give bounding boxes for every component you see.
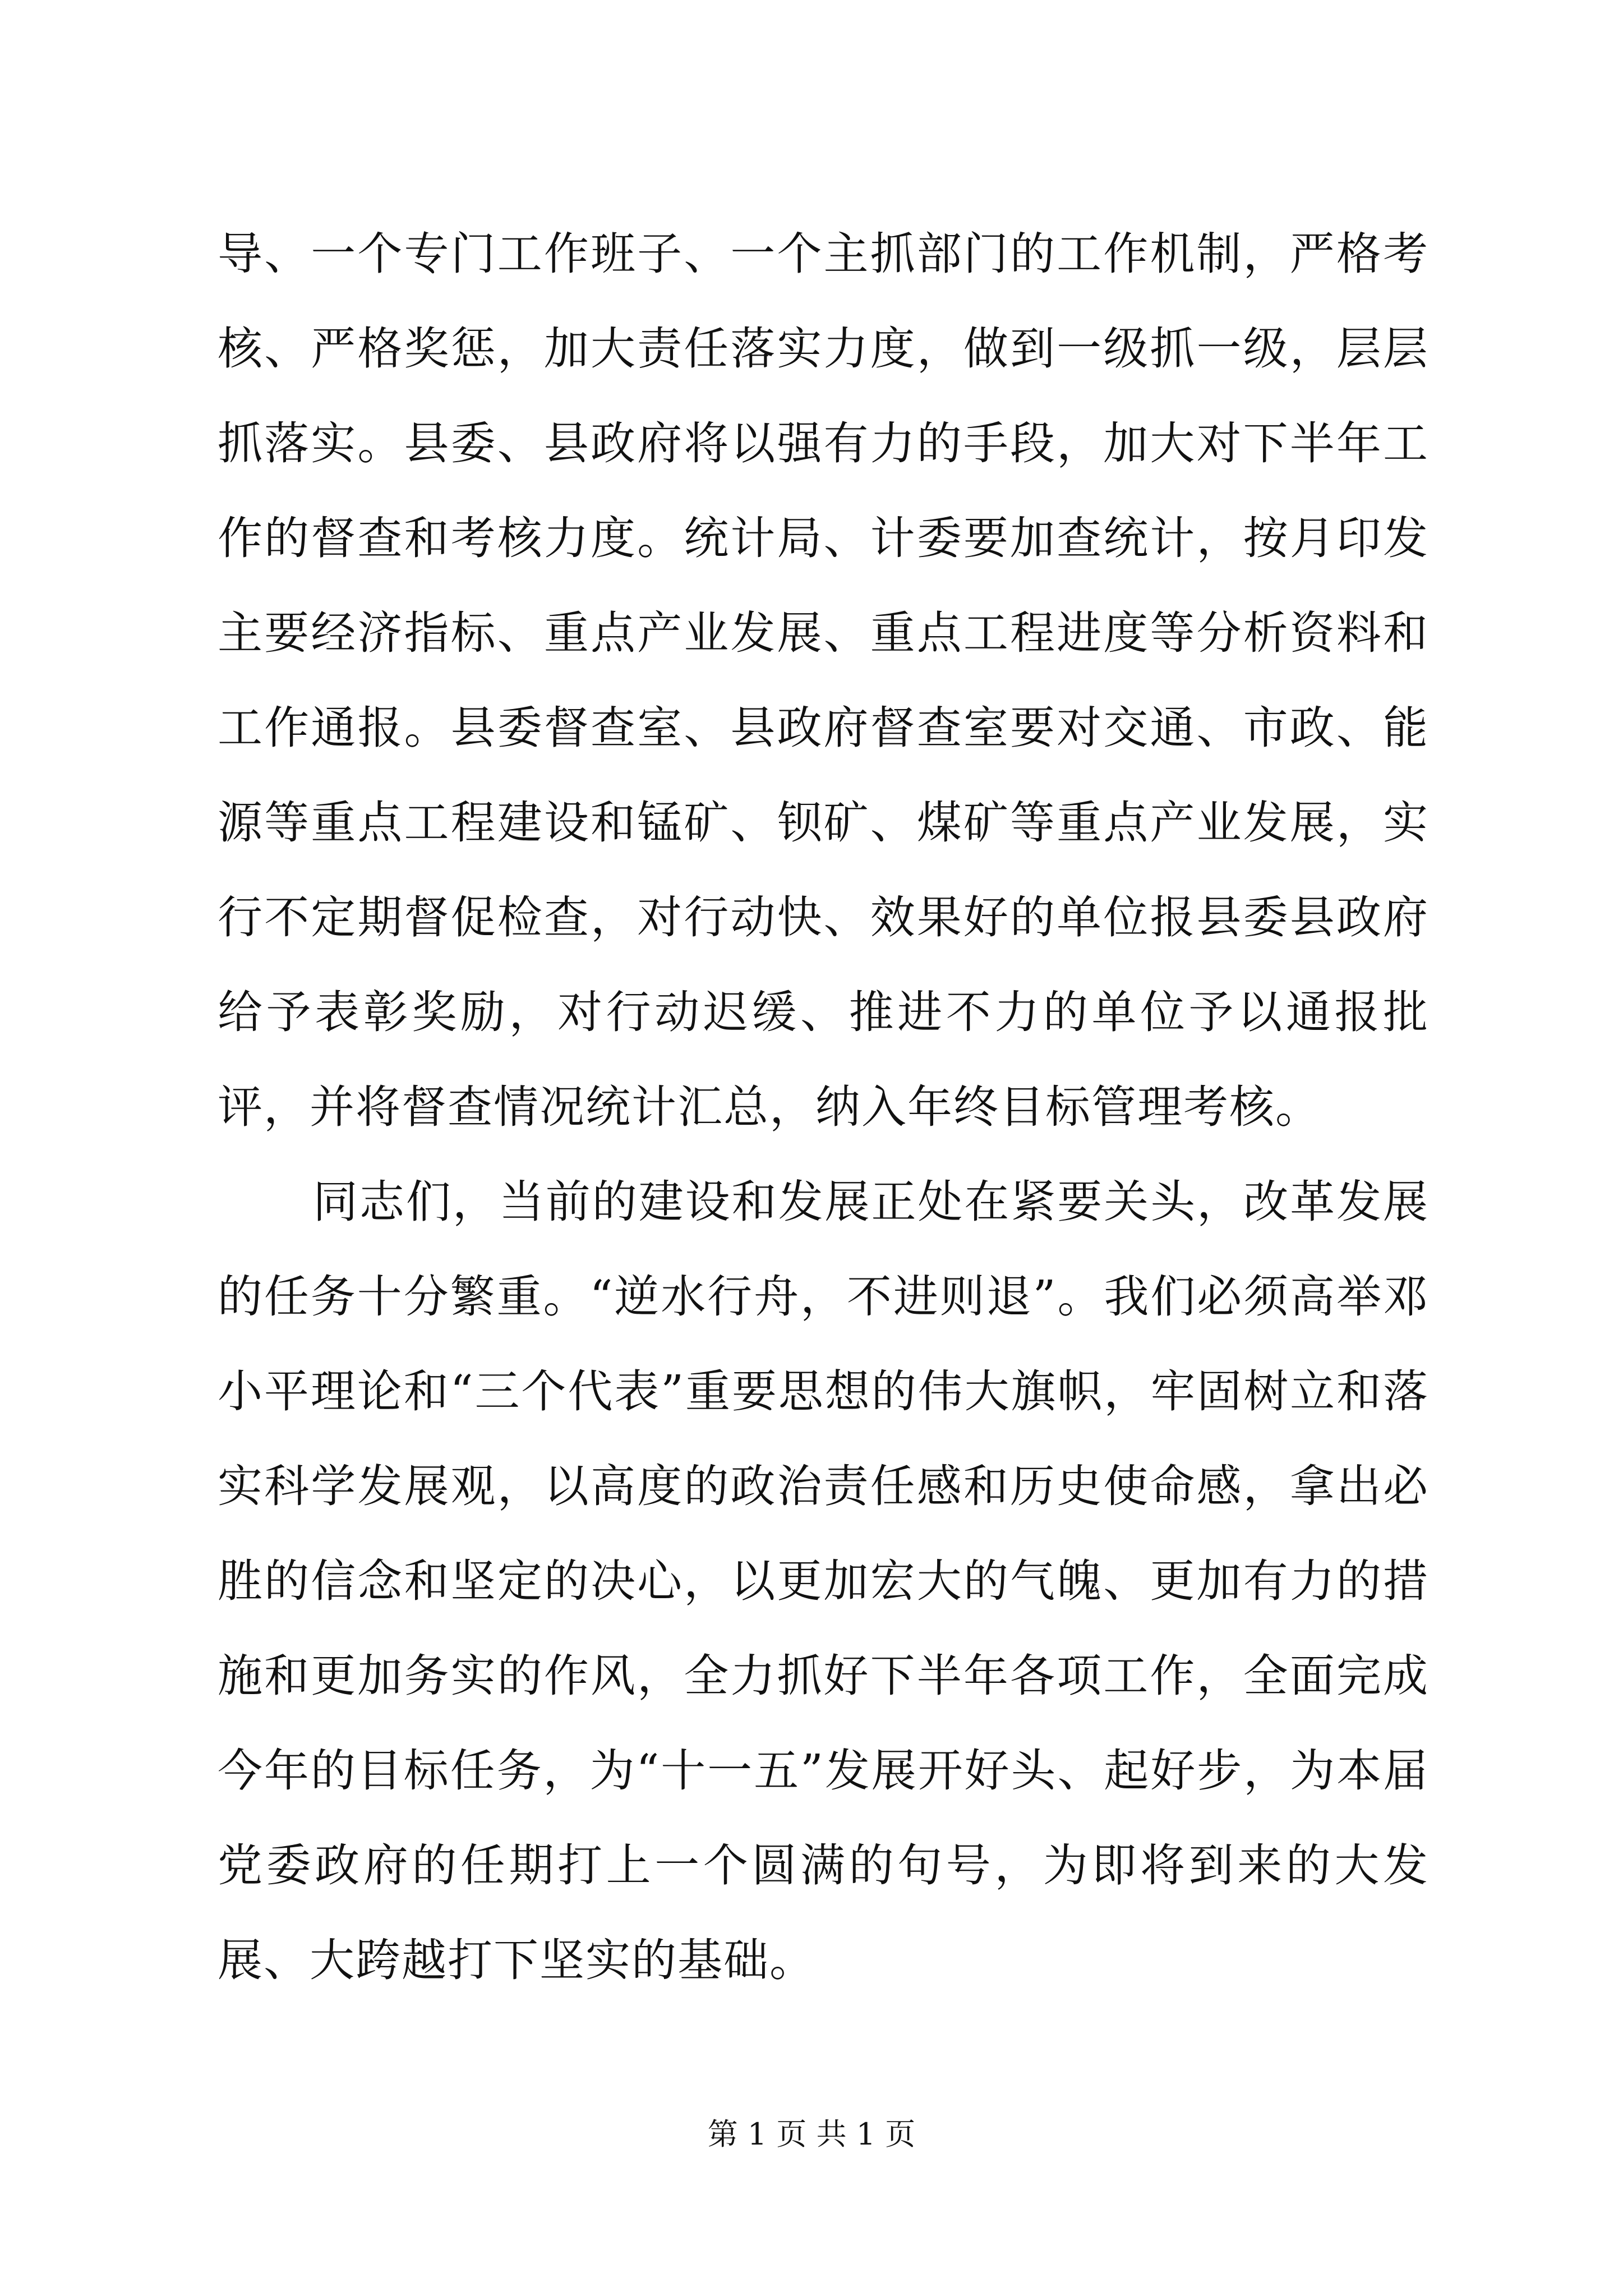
paragraph-1: 导、一个专门工作班子、一个主抓部门的工作机制，严格考核、严格奖惩，加大责任落实力度，做到一级抓一级，层层抓落实。县委、县政府将以强有力的手段，加大对下半年工作的督查和考核力度。统计局、计委要加查统计，按月印发主要经济指标、重点产业发展、重点工程进度等分析资料和工作通报。县委督查室、县政府督查室要对交通、市政、能源等重点工程建设和锰矿、钡矿、煤矿等重点产业发展，实行不定期督促检查，对行动快、效果好的单位报县委县政府给予表彰奖励，对行动迟缓、推进不力的单位予以通报批评，并将督查情况统计汇总，纳入年终目标管理考核。 <box>218 228 1429 1133</box>
body-text <box>218 206 1429 2008</box>
paragraph-2: 同志们，当前的建设和发展正处在紧要关头，改革发展的任务十分繁重。“逆水行舟，不进则退”。我们必须高举邓小平理论和“三个代表”重要思想的伟大旗帜，牢固树立和落实科学发展观，以高度的政治责任感和历史使命感，拿出必胜的信念和坚定的决心，以更加宏大的气魄、更加有力的措施和更加务实的作风，全力抓好下半年各项工作，全面完成今年的目标任务，为“十一五”发展开好头、起好步，为本届党委政府的任期打上一个圆满的句号，为即将到来的大发展、大跨越打下坚实的基础。 <box>218 1176 1429 1986</box>
page-number-footer: 第 1 页 共 1 页 <box>707 2116 916 2152</box>
